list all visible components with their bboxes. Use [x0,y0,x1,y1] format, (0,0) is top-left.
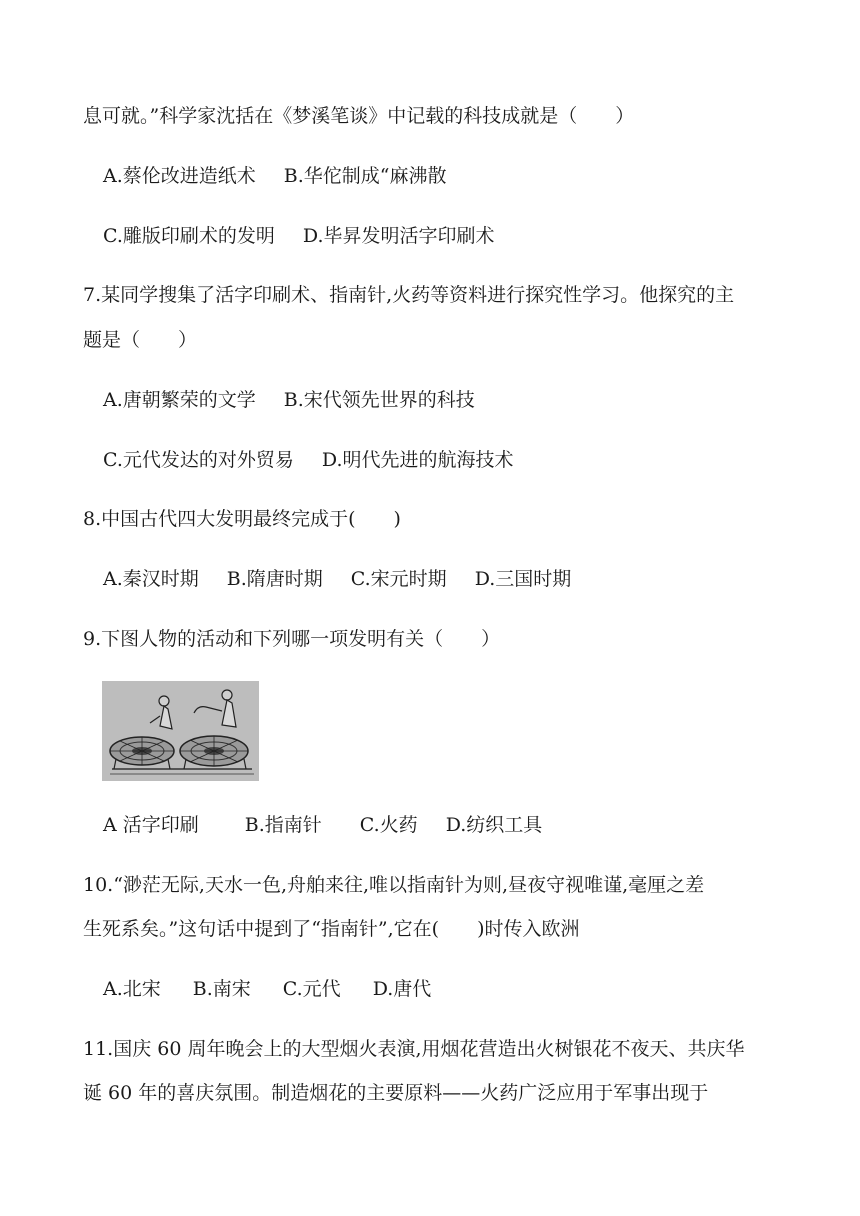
q6-stem-tail: 息可就。”科学家沈括在《梦溪笔谈》中记载的科技成就是（ ） [83,105,635,127]
q7-stem-line-1: 7.某同学搜集了活字印刷术、指南针,火药等资料进行探究性学习。他探究的主 [83,284,735,306]
q6-option-b[interactable]: B.华佗制成“麻沸散 [283,165,447,187]
q6-option-c[interactable]: C.雕版印刷术的发明 [103,225,275,247]
q9-options-row [103,813,542,837]
q7-option-b[interactable]: B.宋代领先世界的科技 [283,389,475,411]
q7-options-row-2 [103,448,514,472]
q8-stem: 8.中国古代四大发明最终完成于( ) [83,508,401,530]
q8-option-c[interactable]: C.宋元时期 [350,568,447,590]
q7-options-row-1 [103,388,475,412]
q7-option-c[interactable]: C.元代发达的对外贸易 [103,449,294,471]
q10-option-a[interactable]: A.北宋 [103,978,161,1000]
q9-option-d[interactable]: D.纺织工具 [445,814,543,836]
q8-option-a[interactable]: A.秦汉时期 [103,568,199,590]
q9-option-a[interactable]: A 活字印刷 [103,814,199,836]
q10-option-b[interactable]: B.南宋 [192,978,251,1000]
q6-options-row-1 [103,164,446,188]
q7-stem-line-2: 题是（ ） [83,329,198,351]
q8-option-d[interactable]: D.三国时期 [474,568,572,590]
q9-option-c[interactable]: C.火药 [359,814,418,836]
q9-stem: 9.下图人物的活动和下列哪一项发明有关（ ） [83,628,501,650]
q6-option-a[interactable]: A.蔡伦改进造纸术 [103,165,256,187]
q10-stem-line-1: 10.“渺茫无际,天水一色,舟舶来往,唯以指南针为则,昼夜守视唯谨,毫厘之差 [83,874,705,896]
q10-stem-line-2: 生死系矣。”这句话中提到了“指南针”,它在( )时传入欧洲 [83,918,580,940]
q9-option-b[interactable]: B.指南针 [244,814,322,836]
q10-option-d[interactable]: D.唐代 [372,978,432,1000]
q11-stem-line-2: 诞 60 年的喜庆氛围。制造烟花的主要原料——火药广泛应用于军事出现于 [83,1082,709,1104]
q7-option-a[interactable]: A.唐朝繁荣的文学 [103,389,256,411]
q11-stem-line-1: 11.国庆 60 周年晚会上的大型烟火表演,用烟花营造出火树银花不夜天、共庆华 [83,1038,745,1060]
q6-options-row-2 [103,224,495,248]
q7-option-d[interactable]: D.明代先进的航海技术 [321,449,514,471]
q8-options-row [103,567,571,591]
q10-option-c[interactable]: C.元代 [282,978,341,1000]
spinning-wheels-illustration [102,681,259,781]
q10-options-row [103,977,431,1001]
q8-option-b[interactable]: B.隋唐时期 [226,568,323,590]
q6-option-d[interactable]: D.毕昇发明活字印刷术 [302,225,495,247]
